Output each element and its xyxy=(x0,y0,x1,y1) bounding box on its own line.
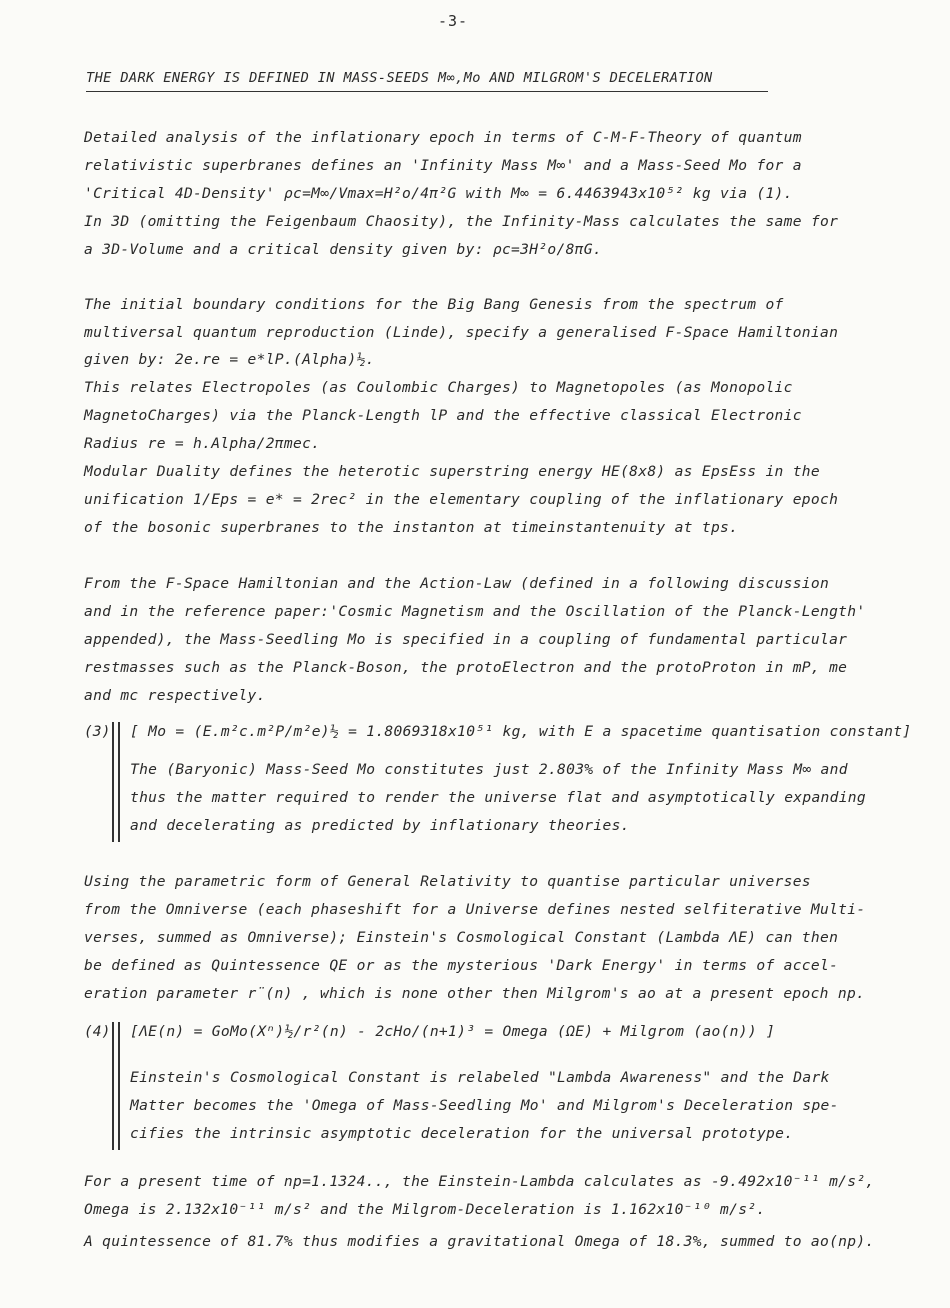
equation-margin-bar xyxy=(112,722,114,842)
para3-line: appended), the Mass-Seedling Mo is specified in a coupling of fundamental particular xyxy=(84,631,848,648)
equation-formula: [ΛE(n) = GoMo(Xⁿ)½/r²(n) - 2cHo/(n+1)³ = Omega (ΩE) + Milgrom (ao(n)) ] xyxy=(130,1023,776,1040)
para1-line: a 3D-Volume and a critical density given by: ρc=3H²o/8πG. xyxy=(84,241,602,258)
equation-note-line: cifies the intrinsic asymptotic deceleration for the universal prototype. xyxy=(130,1125,794,1142)
equation-note-line: Einstein's Cosmological Constant is relabeled "Lambda Awareness" and the Dark xyxy=(130,1069,830,1086)
para3-line: and mc respectively. xyxy=(84,687,266,704)
equation-formula: [ Mo = (E.m²c.m²P/m²e)½ = 1.8069318x10⁵¹ kg, with E a spacetime quantisation constant] xyxy=(130,723,912,740)
para2-line: Modular Duality defines the heterotic superstring energy HE(8x8) as EpsEss in the xyxy=(84,463,820,480)
para2-line: The initial boundary conditions for the Big Bang Genesis from the spectrum of xyxy=(84,296,784,313)
para3-line: From the F-Space Hamiltonian and the Action-Law (defined in a following discussion xyxy=(84,575,830,592)
equation-tag: (3) xyxy=(84,723,111,740)
para2-line: of the bosonic superbranes to the instanton at timeinstantenuity at tps. xyxy=(84,519,739,536)
equation-note-line: Matter becomes the 'Omega of Mass-Seedling Mo' and Milgrom's Deceleration spe- xyxy=(130,1097,839,1114)
para5-line: Omega is 2.132x10⁻¹¹ m/s² and the Milgrom-Deceleration is 1.162x10⁻¹⁰ m/s². xyxy=(84,1201,766,1218)
para1-line: relativistic superbranes defines an 'Infinity Mass M∞' and a Mass-Seed Mo for a xyxy=(84,157,802,174)
para4-line: from the Omniverse (each phaseshift for a Universe defines nested selfiterative Multi- xyxy=(84,901,866,918)
para4-line: Using the parametric form of General Relativity to quantise particular universes xyxy=(84,873,811,890)
para3-line: restmasses such as the Planck-Boson, the protoElectron and the protoProton in mP, me xyxy=(84,659,848,676)
equation-margin-bar xyxy=(118,722,120,842)
equation-note-line: and decelerating as predicted by inflationary theories. xyxy=(130,817,630,834)
para2-line: MagnetoCharges) via the Planck-Length lP and the effective classical Electronic xyxy=(84,407,802,424)
equation-margin-bar xyxy=(112,1022,114,1150)
heading-underline xyxy=(86,91,768,92)
para2-line: unification 1/Eps = e* = 2rec² in the elementary coupling of the inflationary epoch xyxy=(84,491,839,508)
para2-line: multiversal quantum reproduction (Linde), specify a generalised F-Space Hamiltonian xyxy=(84,324,839,341)
para1-line: Detailed analysis of the inflationary epoch in terms of C-M-F-Theory of quantum xyxy=(84,129,802,146)
para1-line: In 3D (omitting the Feigenbaum Chaosity), the Infinity-Mass calculates the same for xyxy=(84,213,839,230)
equation-margin-bar xyxy=(118,1022,120,1150)
equation-note-line: The (Baryonic) Mass-Seed Mo constitutes just 2.803% of the Infinity Mass M∞ and xyxy=(130,761,848,778)
para2-line: Radius re = h.Alpha/2πmec. xyxy=(84,435,321,452)
equation-note-line: thus the matter required to render the universe flat and asymptotically expanding xyxy=(130,789,866,806)
section-heading: THE DARK ENERGY IS DEFINED IN MASS-SEEDS M∞,Mo AND MILGROM'S DECELERATION xyxy=(86,70,713,86)
para5-line: A quintessence of 81.7% thus modifies a gravitational Omega of 18.3%, summed to ao(np). xyxy=(84,1233,875,1250)
para1-line: 'Critical 4D-Density' ρc=M∞/Vmax=H²o/4π²G with M∞ = 6.4463943x10⁵² kg via (1). xyxy=(84,185,793,202)
para2-line: given by: 2e.re = e*lP.(Alpha)½. xyxy=(84,351,375,368)
equation-tag: (4) xyxy=(84,1023,111,1040)
para4-line: verses, summed as Omniverse); Einstein's Cosmological Constant (Lambda ΛE) can then xyxy=(84,929,839,946)
para2-line: This relates Electropoles (as Coulombic Charges) to Magnetopoles (as Monopolic xyxy=(84,379,793,396)
page-number: -3- xyxy=(438,12,469,30)
para4-line: be defined as Quintessence QE or as the mysterious 'Dark Energy' in terms of accel- xyxy=(84,957,839,974)
para4-line: eration parameter r̈(n) , which is none other then Milgrom's ao at a present epoch np. xyxy=(84,985,866,1002)
para3-line: and in the reference paper:'Cosmic Magnetism and the Oscillation of the Planck-Length' xyxy=(84,603,866,620)
para5-line: For a present time of np=1.1324.., the Einstein-Lambda calculates as -9.492x10⁻¹¹ m/s², xyxy=(84,1173,875,1190)
